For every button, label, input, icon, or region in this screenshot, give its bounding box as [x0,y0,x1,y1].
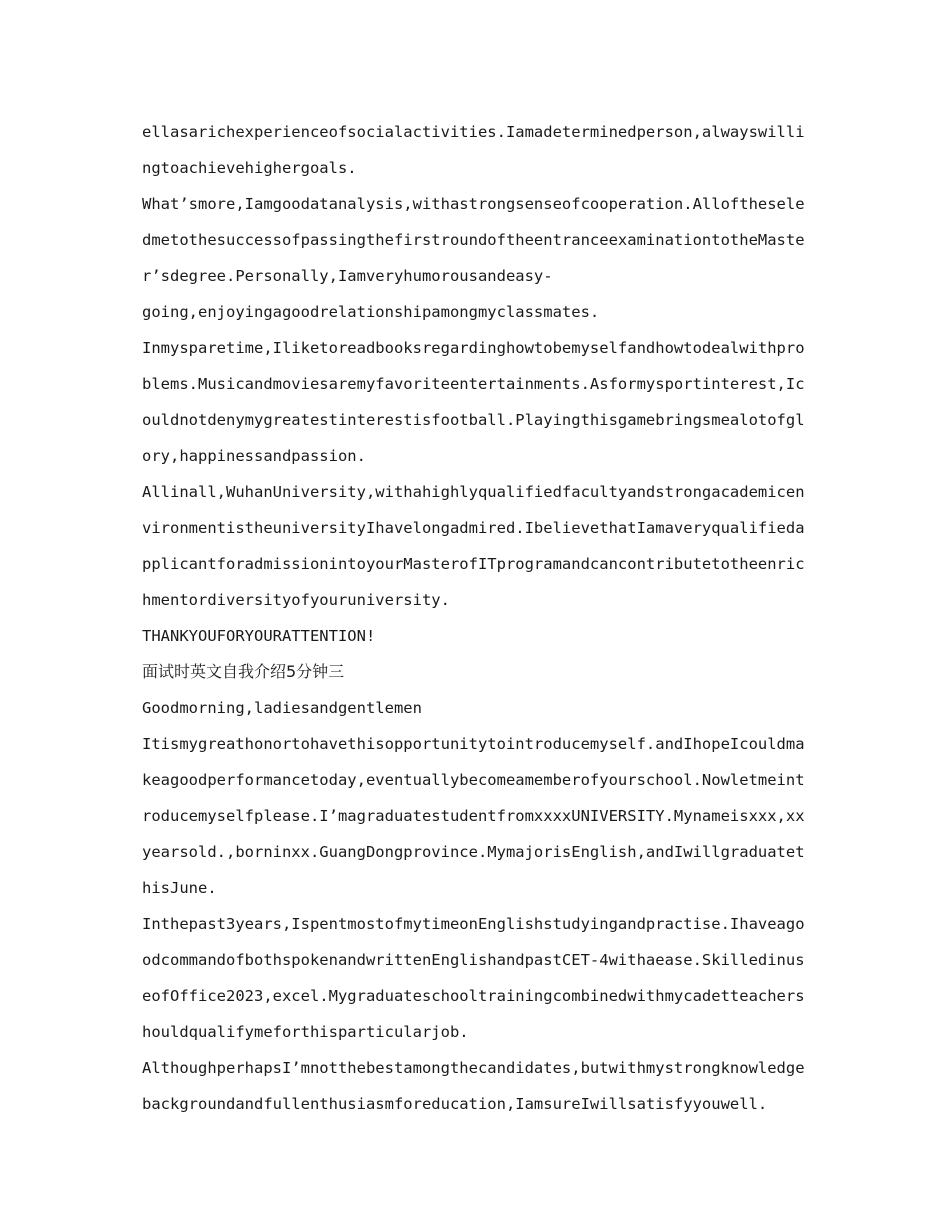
text-line: eofOffice2023,excel.Mygraduateschooltrainingcombinedwithmycadetteachers [142,987,805,1005]
text-line: dmetothesuccessofpassingthefirstroundoftheentranceexaminationtotheMaste [142,231,805,249]
text-line: blems.Musicandmoviesaremyfavoriteentertainments.Asformysportinterest,Ic [142,375,805,393]
text-line: pplicantforadmissionintoyourMasterofITprogramandcancontributetotheenric [142,555,805,573]
text-line: roducemyselfplease.I’magraduatestudentfromxxxxUNIVERSITY.Mynameisxxx,xx [142,807,805,825]
text-line: ellasarichexperienceofsocialactivities.Iamadeterminedperson,alwayswilli [142,123,805,141]
text-line: going,enjoyingagoodrelationshipamongmyclassmates. [142,303,600,321]
text-line: keagoodperformancetoday,eventuallybecomeamemberofyourschool.Nowletmeint [142,771,805,789]
document-body [142,114,812,1122]
text-line: Allinall,WuhanUniversity,withahighlyqualifiedfacultyandstrongacademicen [142,483,805,501]
text-line: Goodmorning,ladiesandgentlemen [142,699,422,717]
text-line: Inmysparetime,Iliketoreadbooksregardinghowtobemyselfandhowtodealwithpro [142,339,805,357]
text-line: hmentordiversityofyouruniversity. [142,591,450,609]
text-line: THANKYOUFORYOURATTENTION! [142,627,376,645]
text-line: backgroundandfullenthusiasmforeducation,IamsureIwillsatisfyyouwell. [142,1095,768,1113]
text-line: yearsold.,borninxx.GuangDongprovince.MymajorisEnglish,andIwillgraduatet [142,843,805,861]
text-line: AlthoughperhapsI’mnotthebestamongthecandidates,butwithmystrongknowledge [142,1059,805,1077]
text-line: What’smore,Iamgoodatanalysis,withastrongsenseofcooperation.Allofthesele [142,195,805,213]
text-line: ouldnotdenymygreatestinterestisfootball.Playingthisgamebringsmealotofgl [142,411,805,429]
text-line: hisJune. [142,879,217,897]
text-line: houldqualifymeforthisparticularjob. [142,1023,469,1041]
text-line: vironmentistheuniversityIhavelongadmired.IbelievethatIamaveryqualifieda [142,519,805,537]
text-line: Itismygreathonortohavethisopportunitytointroducemyself.andIhopeIcouldma [142,735,805,753]
text-line: odcommandofbothspokenandwrittenEnglishandpastCET-4withaease.Skilledinus [142,951,805,969]
text-line: r’sdegree.Personally,Iamveryhumorousandeasy- [142,267,553,285]
section-heading: 面试时英文自我介绍5分钟三 [142,662,345,681]
text-line: ory,happinessandpassion. [142,447,366,465]
text-line: ngtoachievehighergoals. [142,159,357,177]
text-line: Inthepast3years,IspentmostofmytimeonEnglishstudyingandpractise.Ihaveago [142,915,805,933]
